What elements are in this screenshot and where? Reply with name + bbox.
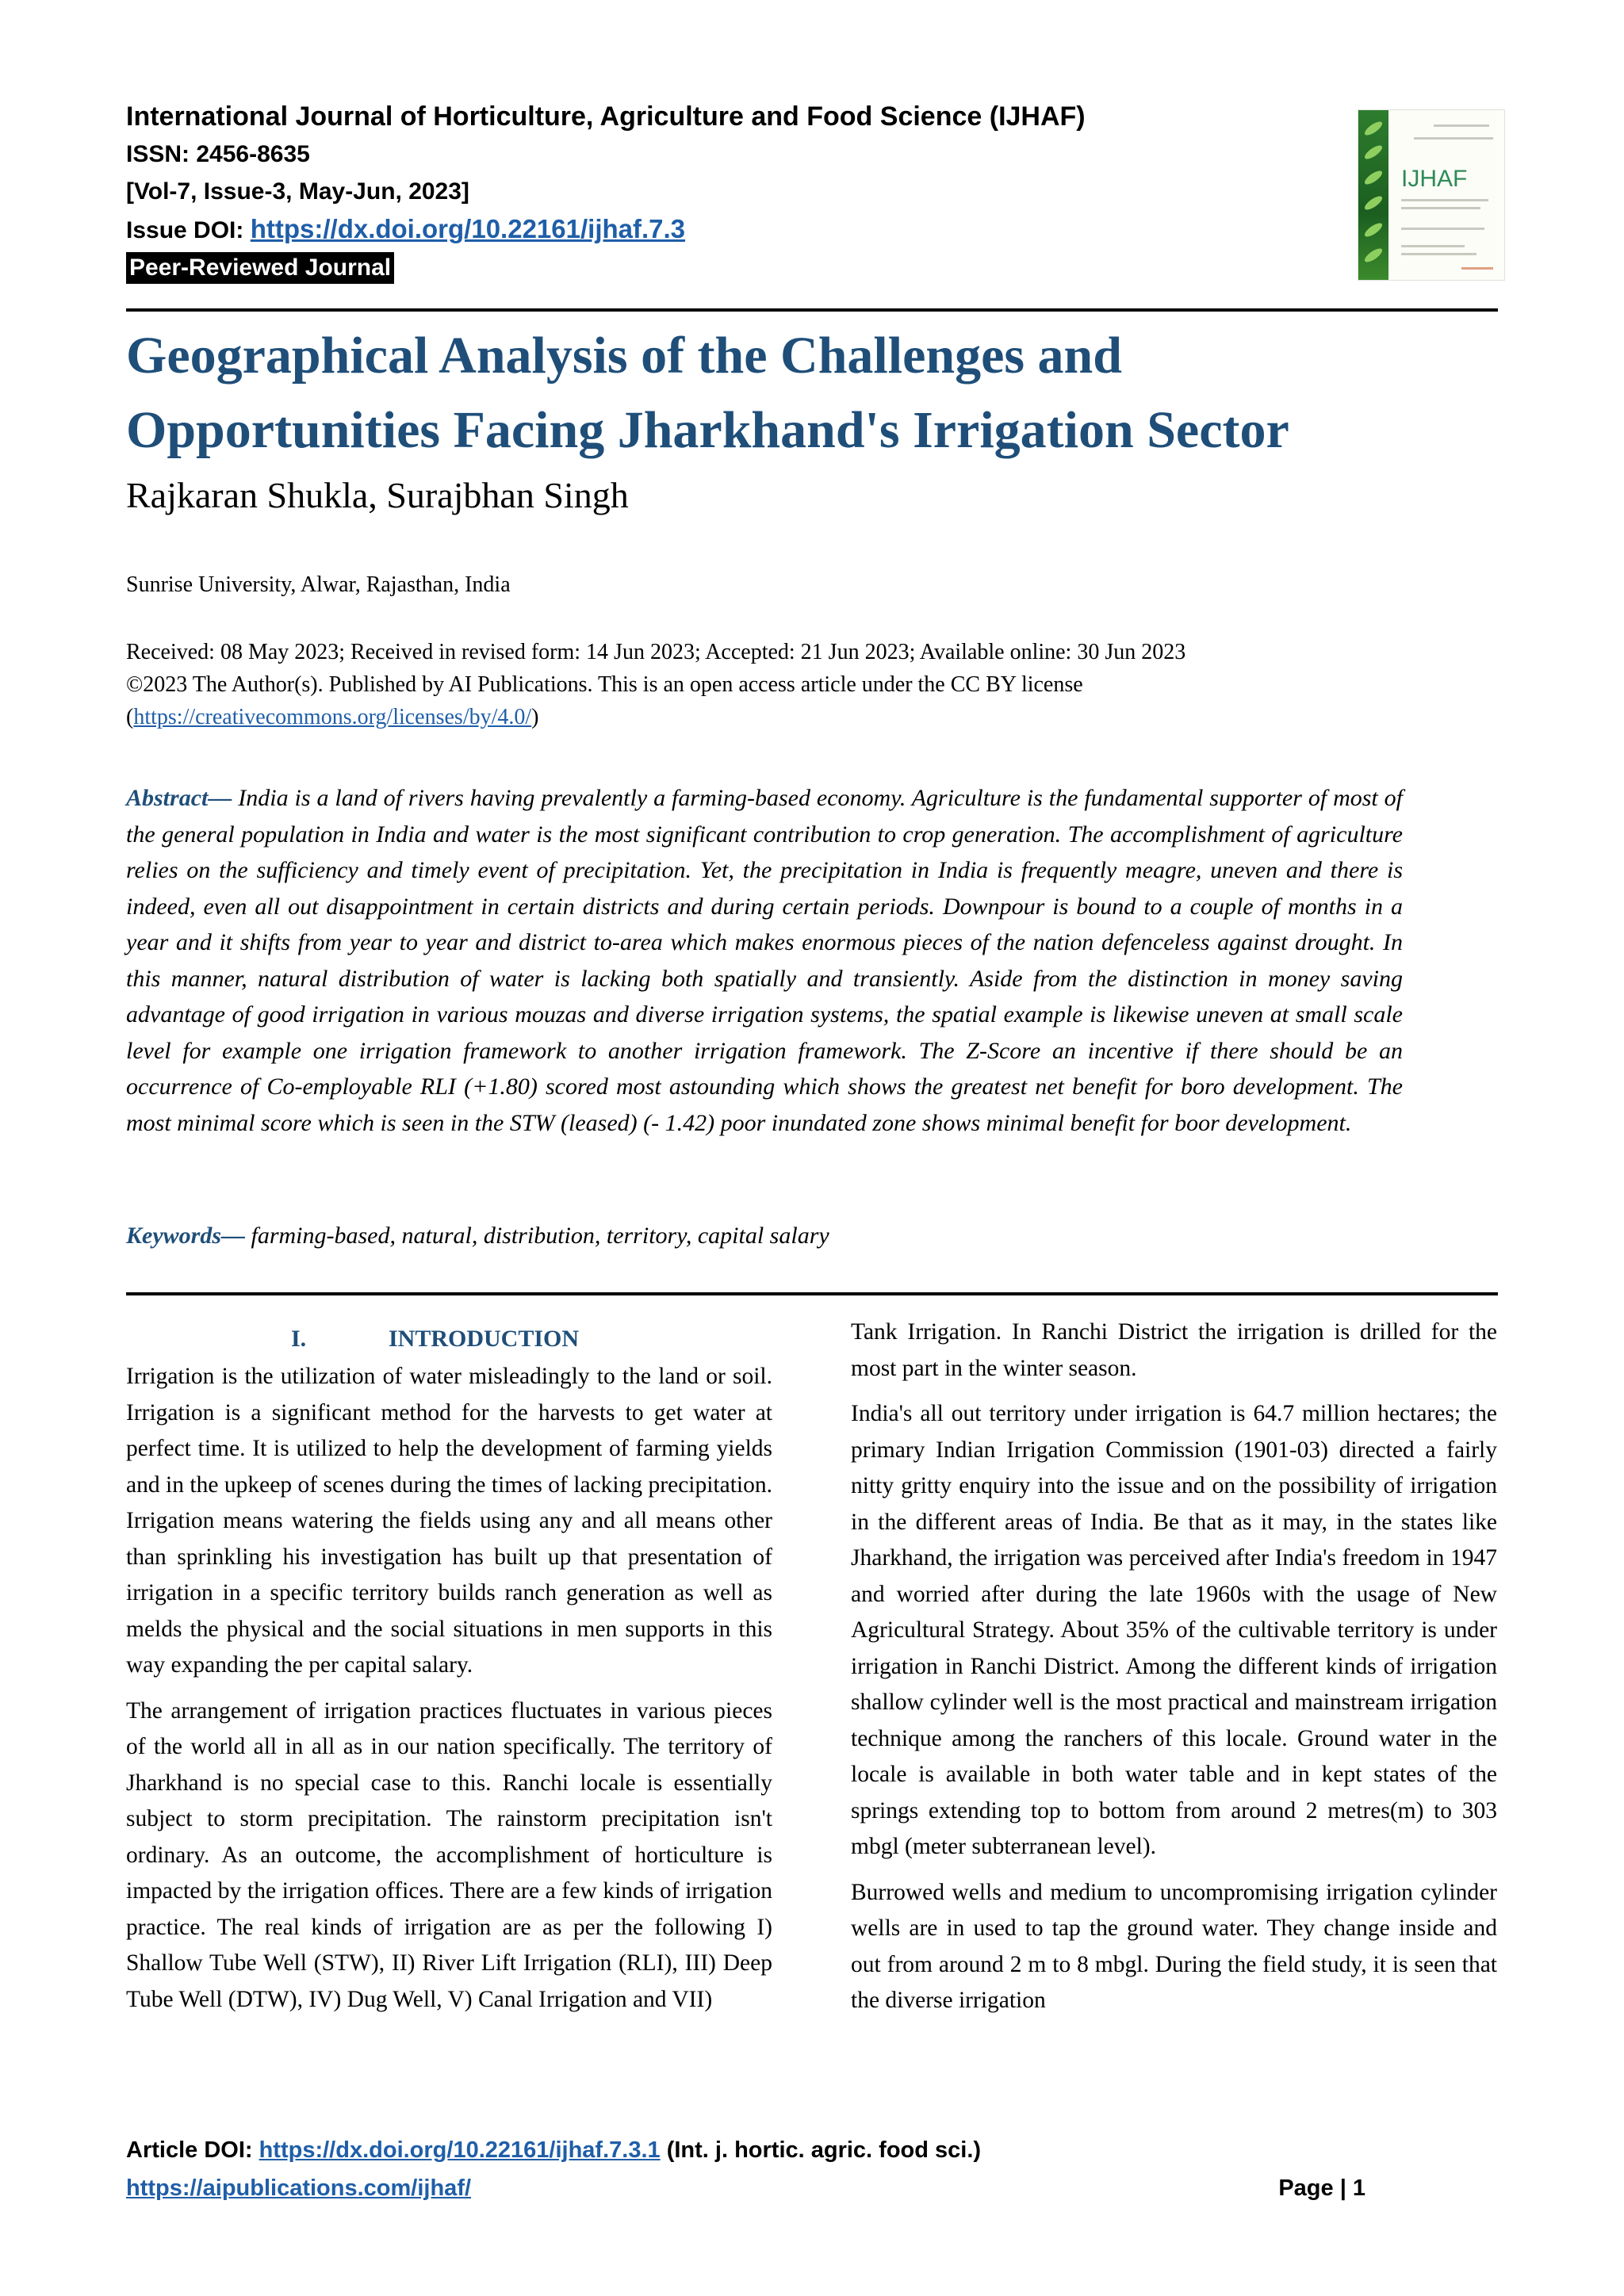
- journal-issn: ISSN: 2456-8635: [126, 141, 310, 167]
- abstract-divider: [126, 1292, 1498, 1295]
- body-column-right: [851, 1314, 1497, 2029]
- abstract-text: India is a land of rivers having prevalently a farming-based economy. Agriculture is the fundamental supporter of most of the general population in India and water is the most significant contribution to crop generation. The accomplishment of agriculture relies on the sufficiency and timely event of precipitation. Yet, the precipitation in India is frequently meagre, uneven and there is indeed, even all out disappointment in certain districts and during certain periods. Downpour is bound to a couple of months in a year and it shifts from year to year and district to-area which makes enormous pieces of the nation defenceless against drought. In this manner, natural distribution of water is lacking both spatially and transiently. Aside from the distinction in money saving advantage of good irrigation in various mouzas and diverse irrigation systems, the spatial example is likewise uneven at small scale level for example one irrigation framework to another irrigation framework. The Z-Score an incentive if there should be an occurrence of Co-employable RLI (+1.80) scored most astounding which shows the greatest net benefit for boro development. The most minimal score which is seen in the STW (leased) (- 1.42) poor inundated zone shows minimal benefit for boor development.: [126, 785, 1403, 1136]
- license-link[interactable]: https://creativecommons.org/licenses/by/4.0/: [133, 705, 532, 729]
- license-line: (https://creativecommons.org/licenses/by/4.0/): [126, 705, 539, 729]
- journal-cover-thumbnail: [1358, 109, 1505, 281]
- keywords-text: farming-based, natural, distribution, territory, capital salary: [251, 1223, 829, 1249]
- issue-doi: [126, 210, 1316, 249]
- abstract-label: Abstract—: [126, 785, 232, 811]
- keywords-label: Keywords—: [126, 1223, 245, 1249]
- article-title-line2: Opportunities Facing Jharkhand's Irrigation Sector: [126, 401, 1289, 459]
- peer-reviewed-badge: Peer-Reviewed Journal: [126, 252, 394, 284]
- journal-abbrev: (Int. j. hortic. agric. food sci.): [660, 2137, 982, 2163]
- section-title: INTRODUCTION: [389, 1326, 580, 1352]
- section-heading: [126, 1314, 772, 1359]
- cover-leaf-band: [1358, 110, 1388, 280]
- body-paragraph: Tank Irrigation. In Ranchi District the irrigation is drilled for the most part in the winter season.: [851, 1319, 1497, 1381]
- article-doi-label: Article DOI:: [126, 2137, 259, 2163]
- keywords: [126, 1223, 829, 1249]
- journal-site-link[interactable]: https://aipublications.com/ijhaf/: [126, 2175, 472, 2201]
- journal-name: International Journal of Horticulture, Agriculture and Food Science (IJHAF): [126, 101, 1086, 132]
- header-divider: [126, 308, 1498, 312]
- body-column-left: [126, 1314, 772, 2027]
- article-dates: Received: 08 May 2023; Received in revised form: 14 Jun 2023; Accepted: 21 Jun 2023; Available online: 30 Jun 2023: [126, 640, 1186, 664]
- section-number: I.: [291, 1326, 307, 1352]
- body-paragraph: Irrigation is the utilization of water misleadingly to the land or soil. Irrigation is a significant method for the harvests to get water at perfect time. It is utilized to help the development of farming yields and in the upkeep of scenes during the times of lacking precipitation. Irrigation means watering the fields using any and all means other than sprinkling his investigation has built up that presentation of irrigation in a specific territory builds ranch generation as well as melds the physical and the social situations in men supports in this way expanding the per capital salary.: [126, 1364, 772, 1678]
- page-number: Page | 1: [1278, 2175, 1365, 2201]
- article-title-line1: Geographical Analysis of the Challenges and: [126, 327, 1122, 385]
- article-history: [126, 636, 1498, 733]
- article-doi-line: [126, 2131, 1498, 2169]
- issue-doi-label: Issue DOI:: [126, 217, 251, 243]
- article-copyright: ©2023 The Author(s). Published by AI Publications. This is an open access article under the CC BY license: [126, 672, 1083, 697]
- site-line: [126, 2169, 1498, 2207]
- page-footer: [126, 2131, 1498, 2207]
- body-paragraph: The arrangement of irrigation practices fluctuates in various pieces of the world all in all as in our nation specifically. The territory of Jharkhand is no special case to this. Ranchi locale is essentially subject to storm precipitation. The rainstorm precipitation isn't ordinary. As an outcome, the accomplishment of horticulture is impacted by the irrigation offices. There are a few kinds of irrigation practice. The real kinds of irrigation are as per the following I) Shallow Tube Well (STW), II) River Lift Irrigation (RLI), III) Deep Tube Well (DTW), IV) Dug Well, V) Canal Irrigation and VII): [126, 1697, 772, 2012]
- body-paragraph: Burrowed wells and medium to uncompromising irrigation cylinder wells are in used to tap the ground water. They change inside and out from around 2 m to 8 mbgl. During the field study, it is seen that the diverse irrigation: [851, 1879, 1497, 2013]
- article-title: [126, 319, 1498, 468]
- author-affiliation: Sunrise University, Alwar, Rajasthan, India: [126, 572, 511, 597]
- journal-volume-issue: [Vol-7, Issue-3, May-Jun, 2023]: [126, 178, 469, 205]
- journal-header: [126, 98, 1316, 286]
- cover-logo-text: IJHAF: [1401, 166, 1468, 192]
- article-doi-link[interactable]: https://dx.doi.org/10.22161/ijhaf.7.3.1: [259, 2137, 661, 2163]
- abstract: [126, 780, 1403, 1141]
- body-paragraph: India's all out territory under irrigation is 64.7 million hectares; the primary Indian Irrigation Commission (1901-03) directed a fairly nitty gritty enquiry into the issue and on the possibility of irrigation in the different areas of India. Be that as it may, in the states like Jharkhand, the irrigation was perceived after India's freedom in 1947 and worried after during the late 1960s with the usage of New Agricultural Strategy. About 35% of the cultivable territory is under irrigation in Ranchi District. Among the different kinds of irrigation shallow cylinder well is the most practical and mainstream irrigation technique among the ranchers of this locale. Ground water in the locale is available in both water table and in kept states of the springs extending top to bottom from around 2 metres(m) to 303 mbgl (meter subterranean level).: [851, 1401, 1497, 1859]
- article-authors: Rajkaran Shukla, Surajbhan Singh: [126, 475, 629, 515]
- issue-doi-link[interactable]: https://dx.doi.org/10.22161/ijhaf.7.3: [250, 214, 686, 243]
